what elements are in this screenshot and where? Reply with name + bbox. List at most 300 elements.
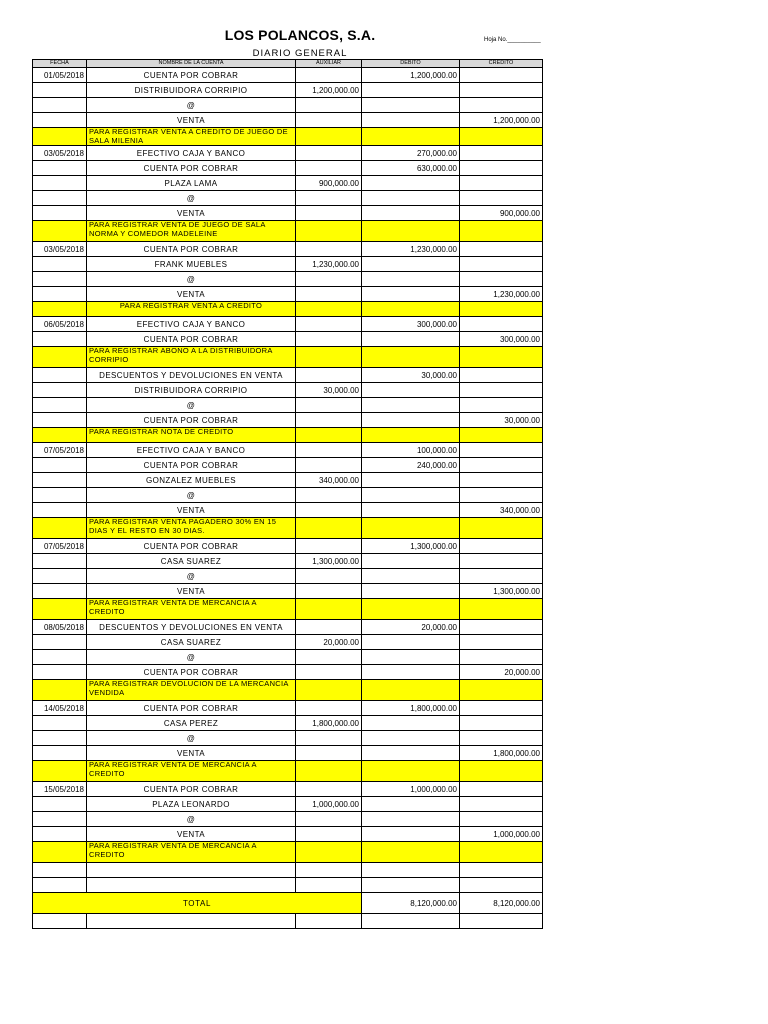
empty-cell [33,761,87,782]
table-row [33,650,543,665]
date-cell [33,665,87,680]
auxiliary-amount-cell: 1,800,000.00 [296,716,362,731]
empty-cell [296,518,362,539]
auxiliary-amount-cell [296,398,362,413]
auxiliary-amount-cell [296,863,362,878]
table-row [33,488,543,503]
debit-amount-cell [362,635,460,650]
empty-cell [460,518,543,539]
debit-amount-cell [362,83,460,98]
account-cell: EFECTIVO CAJA Y BANCO [87,443,296,458]
account-cell: CUENTA POR COBRAR [87,413,296,428]
date-cell [33,731,87,746]
table-row [33,443,543,458]
date-cell [33,398,87,413]
account-cell: FRANK MUEBLES [87,257,296,272]
empty-cell [33,680,87,701]
credit-amount-cell: 1,800,000.00 [460,746,543,761]
debit-amount-cell [362,98,460,113]
entry-description: PARA REGISTRAR DEVOLUCION DE LA MERCANCIA VENDIDA [87,680,296,701]
credit-amount-cell: 30,000.00 [460,413,543,428]
debit-amount-cell: 100,000.00 [362,443,460,458]
auxiliary-amount-cell [296,191,362,206]
table-row [33,176,543,191]
empty-cell [460,128,543,146]
auxiliary-amount-cell: 900,000.00 [296,176,362,191]
date-cell: 03/05/2018 [33,146,87,161]
debit-amount-cell [362,878,460,893]
credit-amount-cell [460,620,543,635]
credit-amount-cell [460,68,543,83]
empty-cell [362,302,460,317]
date-cell [33,383,87,398]
table-row [33,191,543,206]
account-cell: DISTRIBUIDORA CORRIPIO [87,83,296,98]
account-cell: PLAZA LAMA [87,176,296,191]
credit-amount-cell [460,146,543,161]
credit-amount-cell: 1,230,000.00 [460,287,543,302]
date-cell: 06/05/2018 [33,317,87,332]
date-cell [33,332,87,347]
account-cell: CUENTA POR COBRAR [87,332,296,347]
account-cell: @ [87,398,296,413]
auxiliary-amount-cell [296,287,362,302]
date-cell [33,113,87,128]
auxiliary-amount-cell [296,413,362,428]
empty-cell [362,128,460,146]
date-cell [33,503,87,518]
debit-amount-cell [362,863,460,878]
auxiliary-amount-cell [296,458,362,473]
credit-amount-cell [460,368,543,383]
auxiliary-amount-cell [296,665,362,680]
empty-cell [296,842,362,863]
credit-amount-cell [460,812,543,827]
empty-cell [296,347,362,368]
company-name: LOS POLANCOS, S.A. [224,27,376,43]
debit-amount-cell: 20,000.00 [362,620,460,635]
debit-amount-cell [362,176,460,191]
date-cell: 07/05/2018 [33,443,87,458]
account-cell: @ [87,650,296,665]
debit-amount-cell: 1,000,000.00 [362,782,460,797]
date-cell [33,878,87,893]
credit-amount-cell [460,878,543,893]
date-cell [33,488,87,503]
debit-amount-cell [362,257,460,272]
account-cell: EFECTIVO CAJA Y BANCO [87,146,296,161]
auxiliary-amount-cell: 20,000.00 [296,635,362,650]
total-label: TOTAL [33,893,362,914]
table-row [33,146,543,161]
date-cell: 01/05/2018 [33,68,87,83]
column-header-cuenta: NOMBRE DE LA CUENTA [87,60,296,68]
credit-amount-cell: 1,200,000.00 [460,113,543,128]
table-row [33,554,543,569]
empty-cell [362,599,460,620]
auxiliary-amount-cell [296,488,362,503]
table-row [33,332,543,347]
table-row [33,635,543,650]
date-cell [33,98,87,113]
auxiliary-amount-cell: 1,300,000.00 [296,554,362,569]
account-cell: VENTA [87,503,296,518]
empty-cell [33,599,87,620]
empty-cell [362,680,460,701]
date-cell [33,83,87,98]
date-cell [33,257,87,272]
empty-cell [460,599,543,620]
credit-amount-cell [460,635,543,650]
table-row [33,458,543,473]
entry-description-row [33,128,543,146]
empty-cell [460,842,543,863]
debit-amount-cell: 1,230,000.00 [362,242,460,257]
table-row [33,716,543,731]
credit-amount-cell [460,473,543,488]
account-cell: VENTA [87,746,296,761]
table-row [33,83,543,98]
account-cell: CASA SUAREZ [87,554,296,569]
auxiliary-amount-cell [296,113,362,128]
debit-amount-cell [362,797,460,812]
empty-cell [460,680,543,701]
account-cell [87,878,296,893]
date-cell [33,797,87,812]
empty-cell [296,221,362,242]
account-cell: CUENTA POR COBRAR [87,242,296,257]
debit-amount-cell: 630,000.00 [362,161,460,176]
journal-body [33,68,543,929]
auxiliary-amount-cell [296,569,362,584]
entry-description: PARA REGISTRAR VENTA DE MERCANCIA A CREDITO [87,842,296,863]
debit-amount-cell [362,569,460,584]
entry-description-row [33,599,543,620]
empty-cell [33,128,87,146]
table-row [33,746,543,761]
account-cell: VENTA [87,827,296,842]
debit-amount-cell [362,746,460,761]
auxiliary-amount-cell [296,368,362,383]
credit-amount-cell [460,554,543,569]
sheet-number-label: Hoja No.__________ [484,37,541,43]
credit-amount-cell [460,569,543,584]
credit-amount-cell [460,383,543,398]
empty-cell [460,914,543,929]
date-cell [33,650,87,665]
column-header-debito: DEBITO [362,60,460,68]
table-row [33,383,543,398]
account-cell: VENTA [87,113,296,128]
date-cell [33,176,87,191]
empty-cell [296,599,362,620]
auxiliary-amount-cell [296,782,362,797]
debit-amount-cell [362,827,460,842]
table-row [33,665,543,680]
entry-description-row [33,302,543,317]
table-row [33,863,543,878]
empty-cell [362,221,460,242]
account-cell: CUENTA POR COBRAR [87,161,296,176]
credit-amount-cell [460,650,543,665]
empty-cell [33,842,87,863]
auxiliary-amount-cell [296,701,362,716]
auxiliary-amount-cell: 1,230,000.00 [296,257,362,272]
auxiliary-amount-cell [296,812,362,827]
credit-amount-cell [460,257,543,272]
entry-description-row [33,428,543,443]
account-cell: VENTA [87,287,296,302]
auxiliary-amount-cell [296,731,362,746]
table-row [33,827,543,842]
credit-amount-cell [460,782,543,797]
table-row [33,68,543,83]
debit-amount-cell [362,731,460,746]
debit-amount-cell [362,554,460,569]
debit-amount-cell [362,488,460,503]
auxiliary-amount-cell: 1,000,000.00 [296,797,362,812]
account-cell: CUENTA POR COBRAR [87,68,296,83]
auxiliary-amount-cell [296,443,362,458]
date-cell: 14/05/2018 [33,701,87,716]
table-row [33,569,543,584]
table-row [33,113,543,128]
total-debit: 8,120,000.00 [362,893,460,914]
entry-description-row [33,518,543,539]
auxiliary-amount-cell [296,650,362,665]
table-row [33,161,543,176]
entry-description: PARA REGISTRAR ABONO A LA DISTRIBUIDORA CORRIPIO [87,347,296,368]
auxiliary-amount-cell [296,746,362,761]
account-cell: DESCUENTOS Y DEVOLUCIONES EN VENTA [87,368,296,383]
auxiliary-amount-cell [296,332,362,347]
account-cell: VENTA [87,584,296,599]
debit-amount-cell [362,113,460,128]
entry-description: PARA REGISTRAR VENTA A CREDITO [87,302,296,317]
table-row [33,812,543,827]
empty-cell [87,914,296,929]
account-cell: @ [87,191,296,206]
auxiliary-amount-cell [296,584,362,599]
empty-cell [296,761,362,782]
credit-amount-cell [460,488,543,503]
date-cell [33,413,87,428]
debit-amount-cell: 30,000.00 [362,368,460,383]
credit-amount-cell [460,731,543,746]
date-cell [33,287,87,302]
auxiliary-amount-cell [296,272,362,287]
debit-amount-cell [362,650,460,665]
entry-description-row [33,347,543,368]
table-row [33,584,543,599]
date-cell [33,746,87,761]
account-cell: DISTRIBUIDORA CORRIPIO [87,383,296,398]
empty-cell [362,914,460,929]
debit-amount-cell [362,383,460,398]
date-cell [33,473,87,488]
auxiliary-amount-cell [296,161,362,176]
date-cell [33,554,87,569]
credit-amount-cell: 900,000.00 [460,206,543,221]
empty-cell [362,428,460,443]
debit-amount-cell [362,191,460,206]
empty-cell [33,428,87,443]
date-cell [33,272,87,287]
entry-description-row [33,680,543,701]
date-cell [33,863,87,878]
debit-amount-cell [362,503,460,518]
debit-amount-cell [362,413,460,428]
account-cell: @ [87,569,296,584]
table-row [33,620,543,635]
date-cell [33,206,87,221]
debit-amount-cell [362,398,460,413]
table-row [33,206,543,221]
empty-cell [296,128,362,146]
empty-cell [362,347,460,368]
auxiliary-amount-cell [296,539,362,554]
credit-amount-cell: 20,000.00 [460,665,543,680]
empty-cell [33,914,87,929]
credit-amount-cell [460,176,543,191]
empty-cell [33,347,87,368]
entry-description: PARA REGISTRAR VENTA A CREDITO DE JUEGO DE SALA MILENIA [87,128,296,146]
empty-cell [460,428,543,443]
entry-description-row [33,221,543,242]
date-cell [33,569,87,584]
debit-amount-cell [362,332,460,347]
table-row [33,797,543,812]
entry-description: PARA REGISTRAR NOTA DE CREDITO [87,428,296,443]
table-row [33,539,543,554]
empty-cell [296,302,362,317]
debit-amount-cell: 270,000.00 [362,146,460,161]
entry-description: PARA REGISTRAR VENTA DE MERCANCIA A CREDITO [87,761,296,782]
date-cell: 07/05/2018 [33,539,87,554]
table-row [33,317,543,332]
credit-amount-cell [460,701,543,716]
account-cell: EFECTIVO CAJA Y BANCO [87,317,296,332]
credit-amount-cell [460,242,543,257]
table-row [33,368,543,383]
credit-amount-cell [460,191,543,206]
debit-amount-cell: 240,000.00 [362,458,460,473]
debit-amount-cell: 1,300,000.00 [362,539,460,554]
account-cell: CUENTA POR COBRAR [87,458,296,473]
auxiliary-amount-cell [296,317,362,332]
auxiliary-amount-cell [296,68,362,83]
auxiliary-amount-cell: 30,000.00 [296,383,362,398]
credit-amount-cell [460,317,543,332]
account-cell: @ [87,488,296,503]
column-header-auxiliar: AUXILIAR [296,60,362,68]
credit-amount-cell [460,797,543,812]
entry-description: PARA REGISTRAR VENTA DE JUEGO DE SALA NORMA Y COMEDOR MADELEINE [87,221,296,242]
account-cell: @ [87,812,296,827]
credit-amount-cell [460,716,543,731]
total-credit: 8,120,000.00 [460,893,543,914]
table-row [33,257,543,272]
auxiliary-amount-cell [296,98,362,113]
empty-cell [460,302,543,317]
credit-amount-cell: 1,300,000.00 [460,584,543,599]
date-cell [33,716,87,731]
column-header-credito: CREDITO [460,60,543,68]
empty-cell [33,518,87,539]
date-cell [33,812,87,827]
table-row [33,98,543,113]
credit-amount-cell: 300,000.00 [460,332,543,347]
table-header-row [33,60,543,68]
date-cell: 15/05/2018 [33,782,87,797]
entry-description-row [33,842,543,863]
auxiliary-amount-cell: 1,200,000.00 [296,83,362,98]
account-cell: CUENTA POR COBRAR [87,782,296,797]
table-row [33,914,543,929]
credit-amount-cell [460,458,543,473]
total-row [33,893,543,914]
account-cell: @ [87,98,296,113]
account-cell: CASA SUAREZ [87,635,296,650]
credit-amount-cell [460,863,543,878]
credit-amount-cell: 340,000.00 [460,503,543,518]
table-row [33,878,543,893]
debit-amount-cell: 1,800,000.00 [362,701,460,716]
empty-cell [362,518,460,539]
empty-cell [362,842,460,863]
empty-cell [296,680,362,701]
account-cell: GONZALEZ MUEBLES [87,473,296,488]
debit-amount-cell [362,716,460,731]
table-row [33,398,543,413]
table-row [33,473,543,488]
debit-amount-cell [362,812,460,827]
table-row [33,413,543,428]
account-cell: CUENTA POR COBRAR [87,665,296,680]
credit-amount-cell [460,161,543,176]
credit-amount-cell: 1,000,000.00 [460,827,543,842]
date-cell [33,458,87,473]
account-cell: @ [87,731,296,746]
credit-amount-cell [460,539,543,554]
entry-description: PARA REGISTRAR VENTA DE MERCANCIA A CREDITO [87,599,296,620]
credit-amount-cell [460,272,543,287]
date-cell [33,827,87,842]
account-cell: CASA PEREZ [87,716,296,731]
auxiliary-amount-cell [296,620,362,635]
empty-cell [33,302,87,317]
debit-amount-cell: 1,200,000.00 [362,68,460,83]
auxiliary-amount-cell: 340,000.00 [296,473,362,488]
debit-amount-cell [362,287,460,302]
credit-amount-cell [460,443,543,458]
account-cell: CUENTA POR COBRAR [87,539,296,554]
table-row [33,272,543,287]
empty-cell [33,221,87,242]
debit-amount-cell [362,665,460,680]
credit-amount-cell [460,98,543,113]
entry-description-row [33,761,543,782]
auxiliary-amount-cell [296,206,362,221]
debit-amount-cell [362,584,460,599]
journal-title: DIARIO GENERAL [252,48,348,59]
date-cell [33,161,87,176]
empty-cell [460,347,543,368]
account-cell: @ [87,272,296,287]
journal-table [32,59,543,929]
empty-cell [296,914,362,929]
empty-cell [296,428,362,443]
